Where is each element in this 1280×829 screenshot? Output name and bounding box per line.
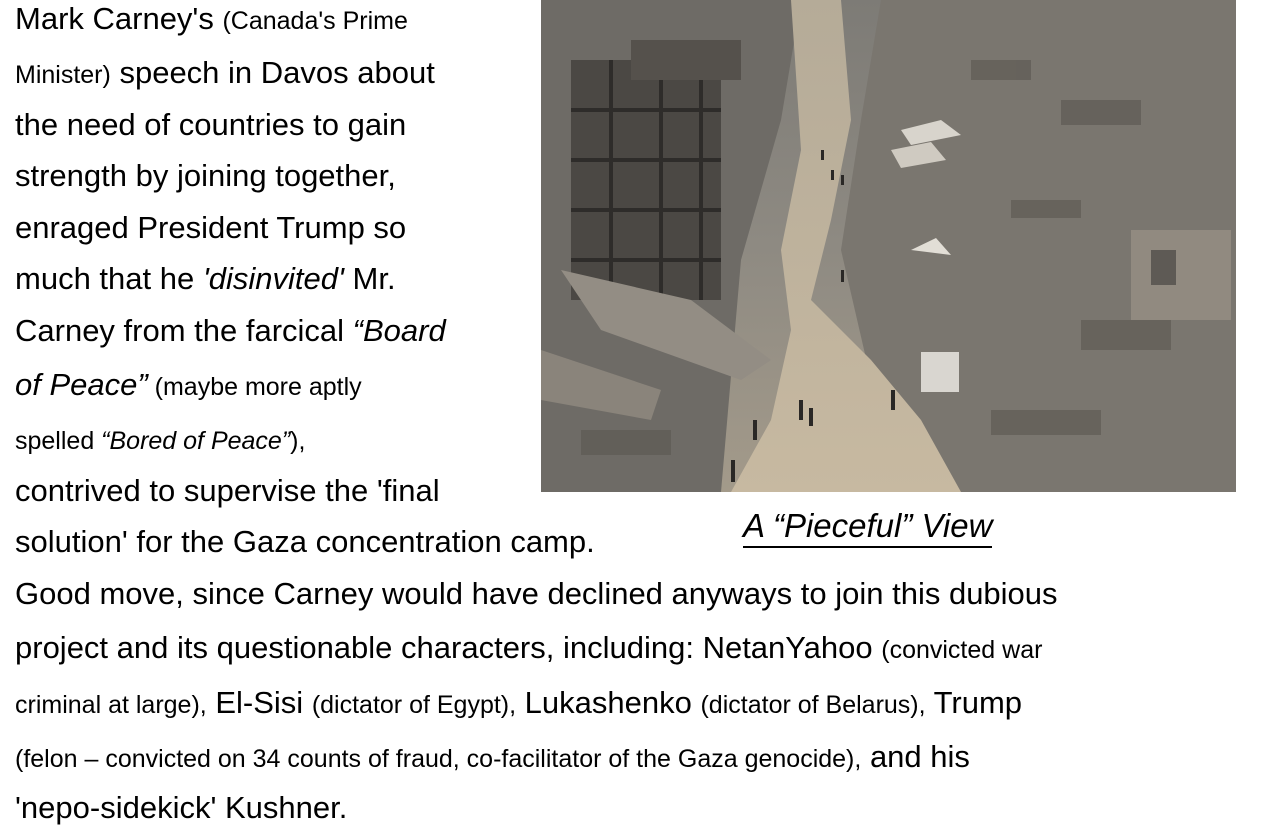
text-span: project and its questionable characters, including: NetanYahoo (15, 630, 882, 665)
text-line (15, 523, 595, 561)
text-span: Minister) (15, 61, 111, 89)
text-span: (dictator of Egypt), (311, 691, 517, 719)
text-span: solution' for the Gaza concentration camp. (15, 524, 595, 559)
text-span: 'disinvited' (202, 261, 344, 296)
text-span: (maybe more aptly (147, 373, 362, 401)
text-line (15, 106, 406, 144)
text-span: of Peace” (15, 367, 148, 402)
text-span: criminal at large), (15, 691, 207, 719)
text-line (15, 157, 396, 195)
text-span: “Board (352, 313, 446, 348)
text-span: speech in Davos about (110, 55, 435, 90)
text-span: spelled (15, 427, 102, 455)
text-line (15, 629, 1042, 669)
text-span: and his (861, 739, 970, 774)
text-line (15, 260, 396, 298)
text-line (15, 684, 1022, 724)
text-span: the need of countries to gain (15, 107, 407, 142)
text-span: ), (290, 427, 306, 455)
text-span: 'nepo-sidekick' Kushner. (15, 790, 348, 825)
text-span: “Bored of Peace” (101, 427, 291, 455)
text-span: (convicted war (881, 636, 1043, 664)
text-span: (Canada's Prime (222, 7, 408, 35)
text-span: much that he (15, 261, 203, 296)
text-line (15, 575, 1058, 613)
text-line (15, 366, 362, 406)
text-line (15, 312, 446, 350)
text-span: Mr. (343, 261, 396, 296)
text-line (15, 54, 435, 94)
text-span: (dictator of Belarus), (700, 691, 926, 719)
text-span: strength by joining together, (15, 158, 396, 193)
text-span: Carney from the farcical (15, 313, 353, 348)
text-line (15, 738, 970, 778)
text-span: contrived to supervise the 'final (15, 473, 440, 508)
text-span: Lukashenko (516, 685, 701, 720)
text-span: Trump (925, 685, 1023, 720)
text-line (15, 0, 408, 40)
gaza-rubble-photo (541, 0, 1236, 492)
photo-caption: A “Pieceful” View (743, 506, 992, 548)
text-line (15, 472, 440, 510)
text-span: Good move, since Carney would have declined anyways to join this dubious (15, 576, 1058, 611)
text-span: El-Sisi (206, 685, 312, 720)
text-span: Mark Carney's (15, 1, 223, 36)
text-span: enraged President Trump so (15, 210, 407, 245)
text-line (15, 420, 305, 460)
text-line (15, 789, 347, 827)
text-span: (felon – convicted on 34 counts of fraud, co-facilitator of the Gaza genocide), (15, 745, 862, 773)
text-line (15, 209, 406, 247)
